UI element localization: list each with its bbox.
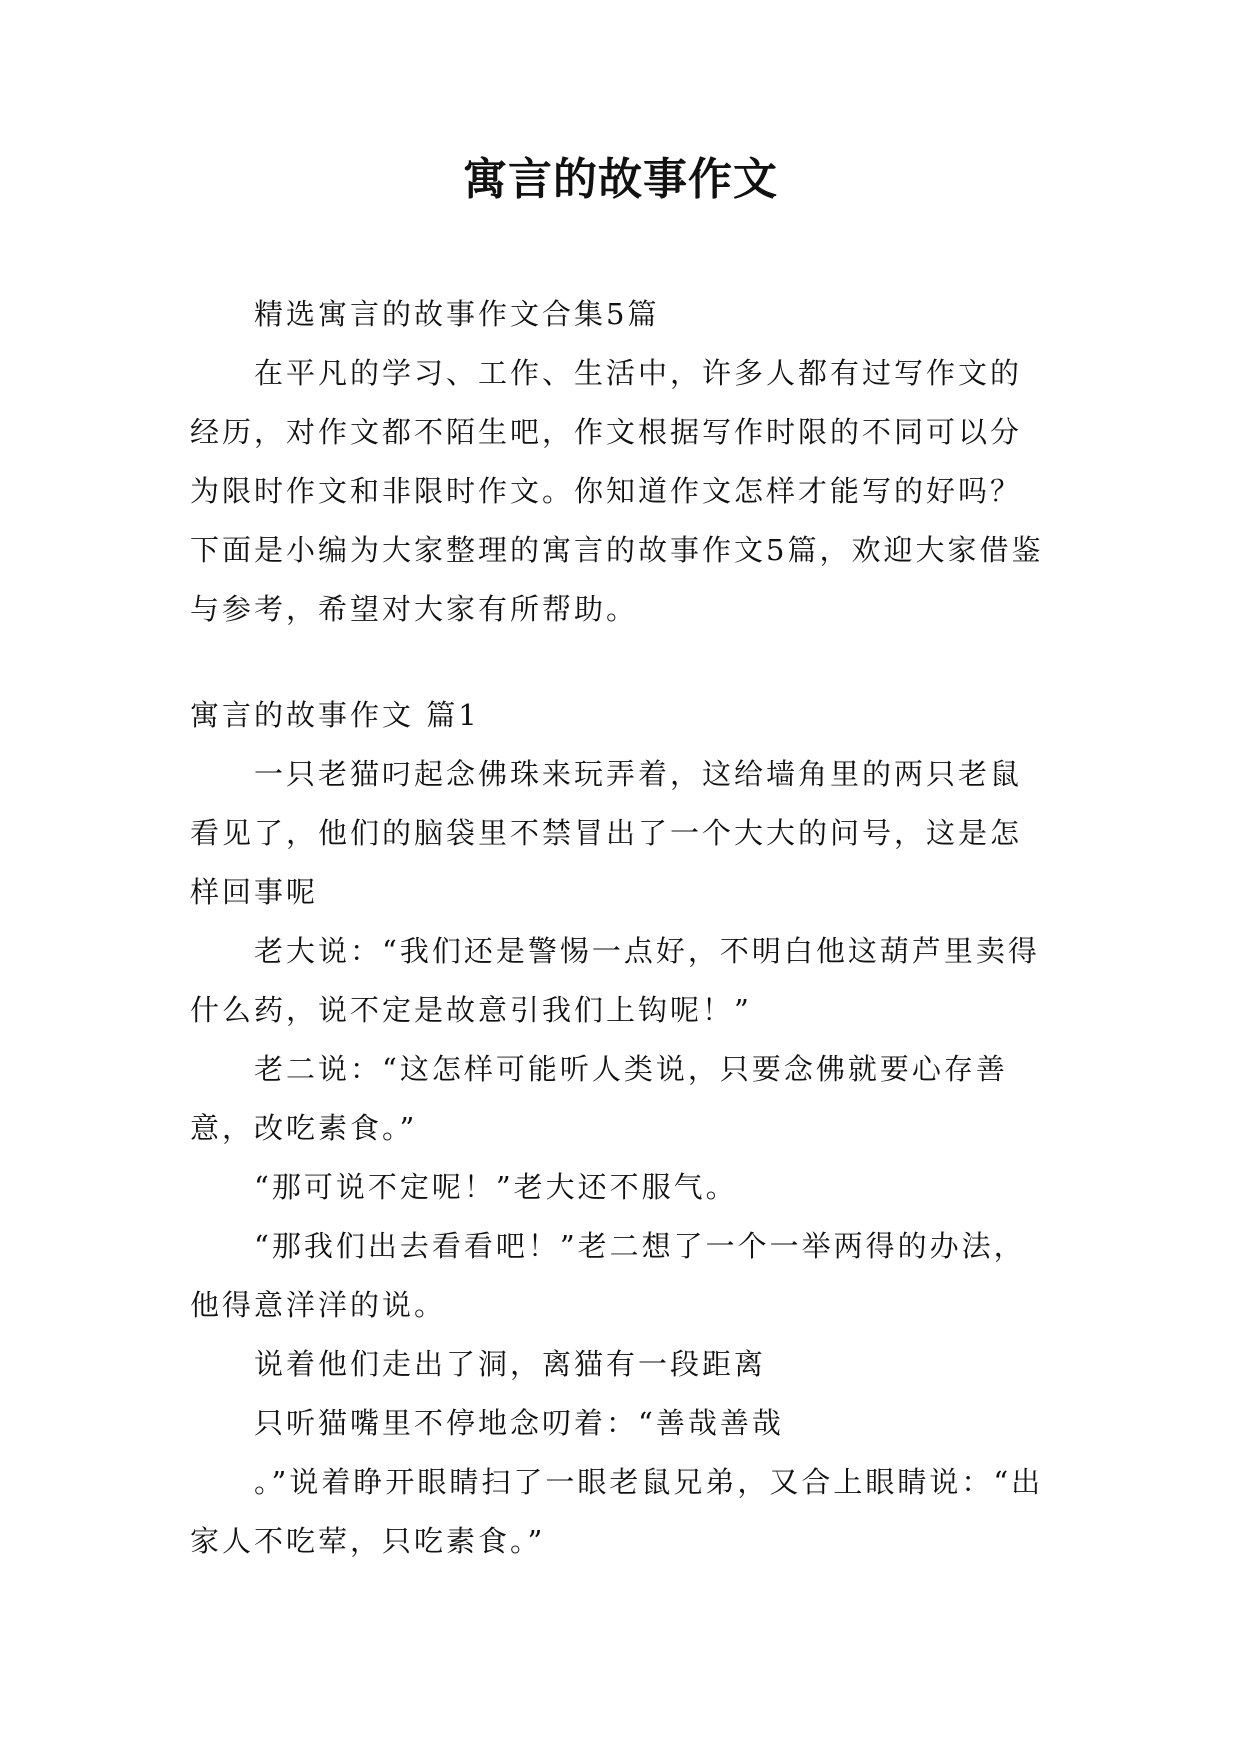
section-title: 寓言的故事作文 篇1: [190, 698, 480, 732]
paragraph: 一只老猫叼起念佛珠来玩弄着，这给墙角里的两只老鼠看见了，他们的脑袋里不禁冒出了一个大大的问号，这是怎样回事呢: [190, 757, 1023, 909]
paragraph: 老二说：“这怎样可能听人类说，只要念佛就要心存善意，改吃素食。”: [190, 1052, 1008, 1145]
document-title: 寓言的故事作文: [463, 154, 778, 205]
paragraph: 老大说：“我们还是警惕一点好，不明白他这葫芦里卖得什么药，说不定是故意引我们上钩呢！”: [190, 934, 1040, 1027]
intro-block: [190, 285, 1050, 698]
paragraph: “那可说不定呢！”老大还不服气。: [254, 1170, 738, 1204]
paragraph: 。”说着睁开眼睛扫了一眼老鼠兄弟，又合上眼睛说：“出家人不吃荤，只吃素食。”: [190, 1465, 1044, 1558]
paragraph: 只听猫嘴里不停地念叨着：“善哉善哉: [254, 1406, 784, 1440]
intro-paragraph: 在平凡的学习、工作、生活中，许多人都有过写作文的经历，对作文都不陌生吧，作文根据写作时限的不同可以分为限时作文和非限时作文。你知道作文怎样才能写的好吗？下面是小编为大家整理的寓言的故事作文5篇，欢迎大家借鉴与参考，希望对大家有所帮助。: [190, 356, 1044, 626]
section-1: [190, 686, 1050, 1571]
paragraph: 说着他们走出了洞，离猫有一段距离: [254, 1347, 767, 1381]
paragraph: “那我们出去看看吧！”老二想了一个一举两得的办法，他得意洋洋的说。: [190, 1229, 1026, 1322]
intro-heading: 精选寓言的故事作文合集5篇: [254, 297, 660, 331]
